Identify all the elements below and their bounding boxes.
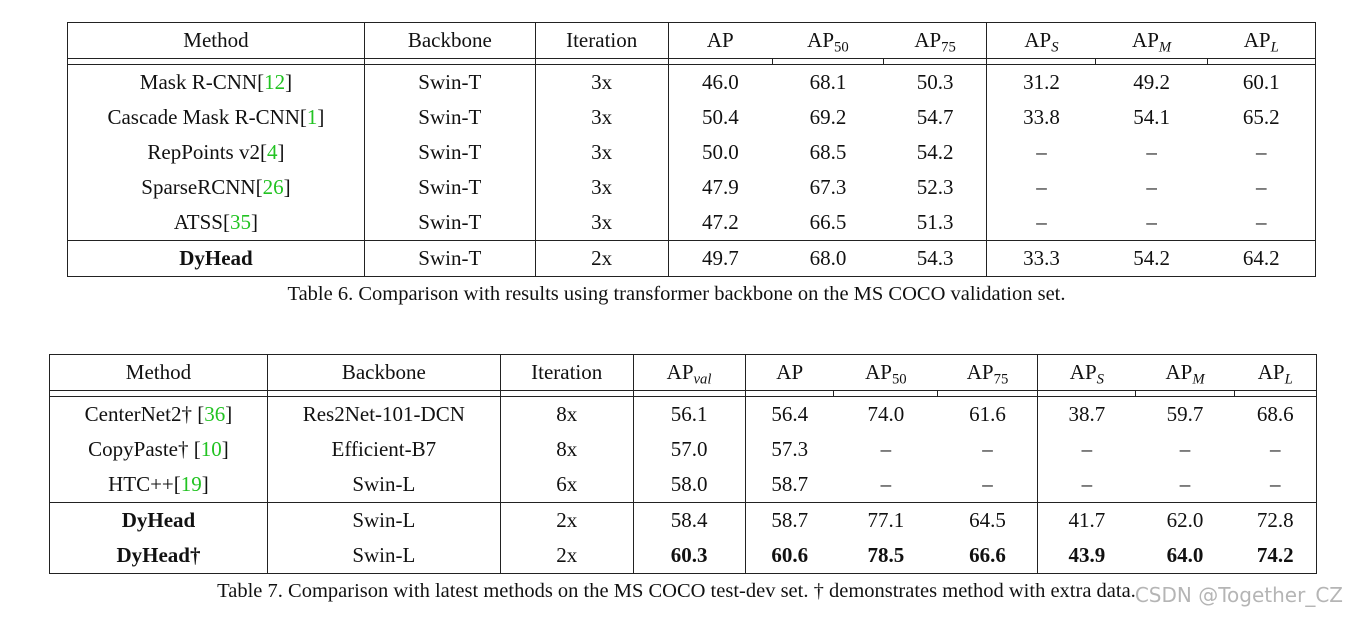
col-header-backbone: Backbone [364, 23, 535, 59]
method-cell: DyHead† [50, 538, 268, 574]
col-header-method: Method [50, 355, 268, 391]
ap-cell: 47.9 [668, 170, 772, 205]
apl-cell: 64.2 [1208, 241, 1316, 277]
aps-cell: 38.7 [1038, 397, 1136, 433]
apl-cell: 68.6 [1234, 397, 1316, 433]
method-cell: DyHead [68, 241, 365, 277]
backbone-cell: Efficient-B7 [267, 432, 500, 467]
apm-cell: 54.1 [1133, 105, 1170, 129]
iteration-cell: 8x [500, 432, 633, 467]
table-row [68, 100, 1316, 135]
ap75-cell: 54.7 [916, 105, 954, 129]
col-header-ap75: $AP_{75}$ [938, 355, 1038, 391]
table-row [68, 135, 1316, 170]
iteration-cell: 3x [535, 65, 668, 101]
col-header-ap: AP [745, 355, 834, 391]
iteration-cell: 6x [500, 467, 633, 503]
apl-cell: – [1208, 170, 1316, 205]
aps-cell: – [1038, 432, 1136, 467]
ap50-cell: 77.1 [834, 503, 938, 539]
backbone-cell: Swin-L [267, 538, 500, 574]
ap75-cell: – [982, 472, 993, 496]
method-cell: SparseRCNN[26] [68, 170, 365, 205]
apl-cell: 65.2 [1208, 100, 1316, 135]
method-cell: CopyPaste† [10] [50, 432, 268, 467]
ap50-cell: 66.5 [809, 210, 847, 234]
aps-cell: – [1038, 467, 1136, 503]
ap75-cell: 51.3 [916, 210, 954, 234]
backbone-cell: Swin-T [364, 170, 535, 205]
ap50-cell: 78.5 [834, 538, 938, 574]
backbone-cell: Swin-T [364, 100, 535, 135]
ap-cell: 57.3 [745, 432, 834, 467]
backbone-cell: Swin-T [364, 65, 535, 101]
ap50-cell: 68.1 [772, 65, 884, 101]
col-header-aps: $AP_S$ [987, 23, 1096, 59]
ap50-cell: 74.0 [834, 397, 938, 433]
table-row-dyhead-extra [50, 538, 1317, 574]
col-header-ap: AP [668, 23, 772, 59]
apl-cell: 60.1 [1208, 65, 1316, 101]
apl-cell: – [1234, 467, 1316, 503]
ap50-cell: – [880, 437, 892, 461]
iteration-cell: 3x [535, 205, 668, 241]
apval-cell: 57.0 [633, 432, 745, 467]
table-6-caption: Table 6. Comparison with results using transformer backbone on the MS COCO validation set. [287, 283, 1066, 305]
iteration-cell: 8x [500, 397, 633, 433]
apl-cell: 74.2 [1234, 538, 1316, 574]
ap-cell: 49.7 [668, 241, 772, 277]
apl-cell: – [1208, 135, 1316, 170]
citation-link[interactable]: 36 [204, 402, 226, 426]
citation-link[interactable]: 26 [262, 175, 284, 199]
apm-cell: 64.0 [1136, 538, 1235, 574]
col-header-method: Method [68, 23, 365, 59]
apval-cell: 60.3 [633, 538, 745, 574]
ap50-cell: – [880, 472, 892, 496]
table-row-dyhead [68, 241, 1316, 277]
apl-cell: 72.8 [1234, 503, 1316, 539]
apm-cell: – [1146, 175, 1157, 199]
ap75-cell: 61.6 [938, 397, 1038, 433]
apm-cell: – [1179, 472, 1191, 496]
method-cell: RepPoints v2[4] [68, 135, 365, 170]
col-header-apm: $AP_M$ [1136, 355, 1235, 391]
backbone-cell: Swin-T [364, 135, 535, 170]
ap75-cell: 52.3 [916, 175, 954, 199]
table-row [50, 432, 1317, 467]
table-7 [49, 354, 1317, 574]
ap50-cell: 68.5 [809, 140, 847, 164]
backbone-cell: Swin-T [364, 241, 535, 277]
col-header-ap50: $AP_{50}$ [772, 23, 884, 59]
citation-link[interactable]: 19 [180, 472, 202, 496]
apval-cell: 56.1 [633, 397, 745, 433]
table-row-dyhead [50, 503, 1317, 539]
iteration-cell: 2x [500, 538, 633, 574]
citation-link[interactable]: 1 [306, 105, 318, 129]
col-header-ap75: $AP_{75}$ [884, 23, 987, 59]
apl-cell: – [1208, 205, 1316, 241]
backbone-cell: Swin-T [364, 205, 535, 241]
ap50-cell: 67.3 [809, 175, 847, 199]
method-cell: DyHead [50, 503, 268, 539]
table-6 [67, 22, 1316, 277]
method-cell: HTC++[19] [50, 467, 268, 503]
apm-cell: – [1146, 210, 1157, 234]
table-header-row [50, 355, 1317, 391]
apl-cell: – [1234, 432, 1316, 467]
table-row [68, 205, 1316, 241]
ap-cell: 56.4 [745, 397, 834, 433]
aps-cell: 31.2 [987, 65, 1096, 101]
citation-link[interactable]: 35 [229, 210, 251, 234]
col-header-apval: $AP_{val}$ [633, 355, 745, 391]
ap50-cell: 69.2 [809, 105, 847, 129]
apm-cell: 49.2 [1096, 65, 1208, 101]
col-header-ap50: $AP_{50}$ [834, 355, 938, 391]
watermark: CSDN @Together_CZ [1134, 583, 1343, 607]
table-header-row [68, 23, 1316, 59]
backbone-cell: Swin-L [267, 467, 500, 503]
iteration-cell: 2x [535, 241, 668, 277]
iteration-cell: 3x [535, 170, 668, 205]
citation-link[interactable]: 12 [264, 70, 286, 94]
aps-cell: 43.9 [1038, 538, 1136, 574]
col-header-apm: $AP_M$ [1096, 23, 1208, 59]
backbone-cell: Res2Net-101-DCN [267, 397, 500, 433]
aps-cell: – [987, 135, 1096, 170]
ap-cell: 50.4 [668, 100, 772, 135]
method-cell: Mask R-CNN[12] [68, 65, 365, 101]
col-header-aps: $AP_S$ [1038, 355, 1136, 391]
ap-cell: 60.6 [745, 538, 834, 574]
citation-link[interactable]: 4 [266, 140, 278, 164]
iteration-cell: 2x [500, 503, 633, 539]
backbone-cell: Swin-L [267, 503, 500, 539]
apm-cell: 62.0 [1136, 503, 1235, 539]
ap75-cell: 64.5 [938, 503, 1038, 539]
ap-cell: 58.7 [745, 467, 834, 503]
table-7-caption: Table 7. Comparison with latest methods on the MS COCO test-dev set. † demonstrates method with extra data. [217, 580, 1136, 602]
aps-cell: 33.3 [987, 241, 1096, 277]
table-row [68, 170, 1316, 205]
aps-cell: 41.7 [1038, 503, 1136, 539]
iteration-cell: 3x [535, 100, 668, 135]
apm-cell: 54.2 [1096, 241, 1208, 277]
ap-cell: 50.0 [668, 135, 772, 170]
iteration-cell: 3x [535, 135, 668, 170]
aps-cell: 33.8 [987, 100, 1096, 135]
ap-cell: 46.0 [668, 65, 772, 101]
method-cell: ATSS[35] [68, 205, 365, 241]
apm-cell: 59.7 [1136, 397, 1235, 433]
apm-cell: – [1179, 437, 1191, 461]
table-row [50, 467, 1317, 503]
col-header-iteration: Iteration [500, 355, 633, 391]
table-row [68, 65, 1316, 101]
col-header-iteration: Iteration [535, 23, 668, 59]
apval-cell: 58.4 [633, 503, 745, 539]
ap75-cell: 54.3 [884, 241, 987, 277]
apm-cell: – [1146, 140, 1157, 164]
ap75-cell: – [982, 437, 993, 461]
ap75-cell: 54.2 [916, 140, 954, 164]
ap50-cell: 68.0 [772, 241, 884, 277]
col-header-apl: $AP_L$ [1208, 23, 1316, 59]
ap75-cell: 66.6 [938, 538, 1038, 574]
table-row [50, 397, 1317, 433]
ap75-cell: 50.3 [884, 65, 987, 101]
aps-cell: – [987, 170, 1096, 205]
ap-cell: 47.2 [668, 205, 772, 241]
method-cell: CenterNet2† [36] [50, 397, 268, 433]
col-header-apl: $AP_L$ [1234, 355, 1316, 391]
col-header-backbone: Backbone [267, 355, 500, 391]
citation-link[interactable]: 10 [200, 437, 222, 461]
apval-cell: 58.0 [633, 467, 745, 503]
method-cell: Cascade Mask R-CNN[1] [68, 100, 365, 135]
aps-cell: – [987, 205, 1096, 241]
ap-cell: 58.7 [745, 503, 834, 539]
